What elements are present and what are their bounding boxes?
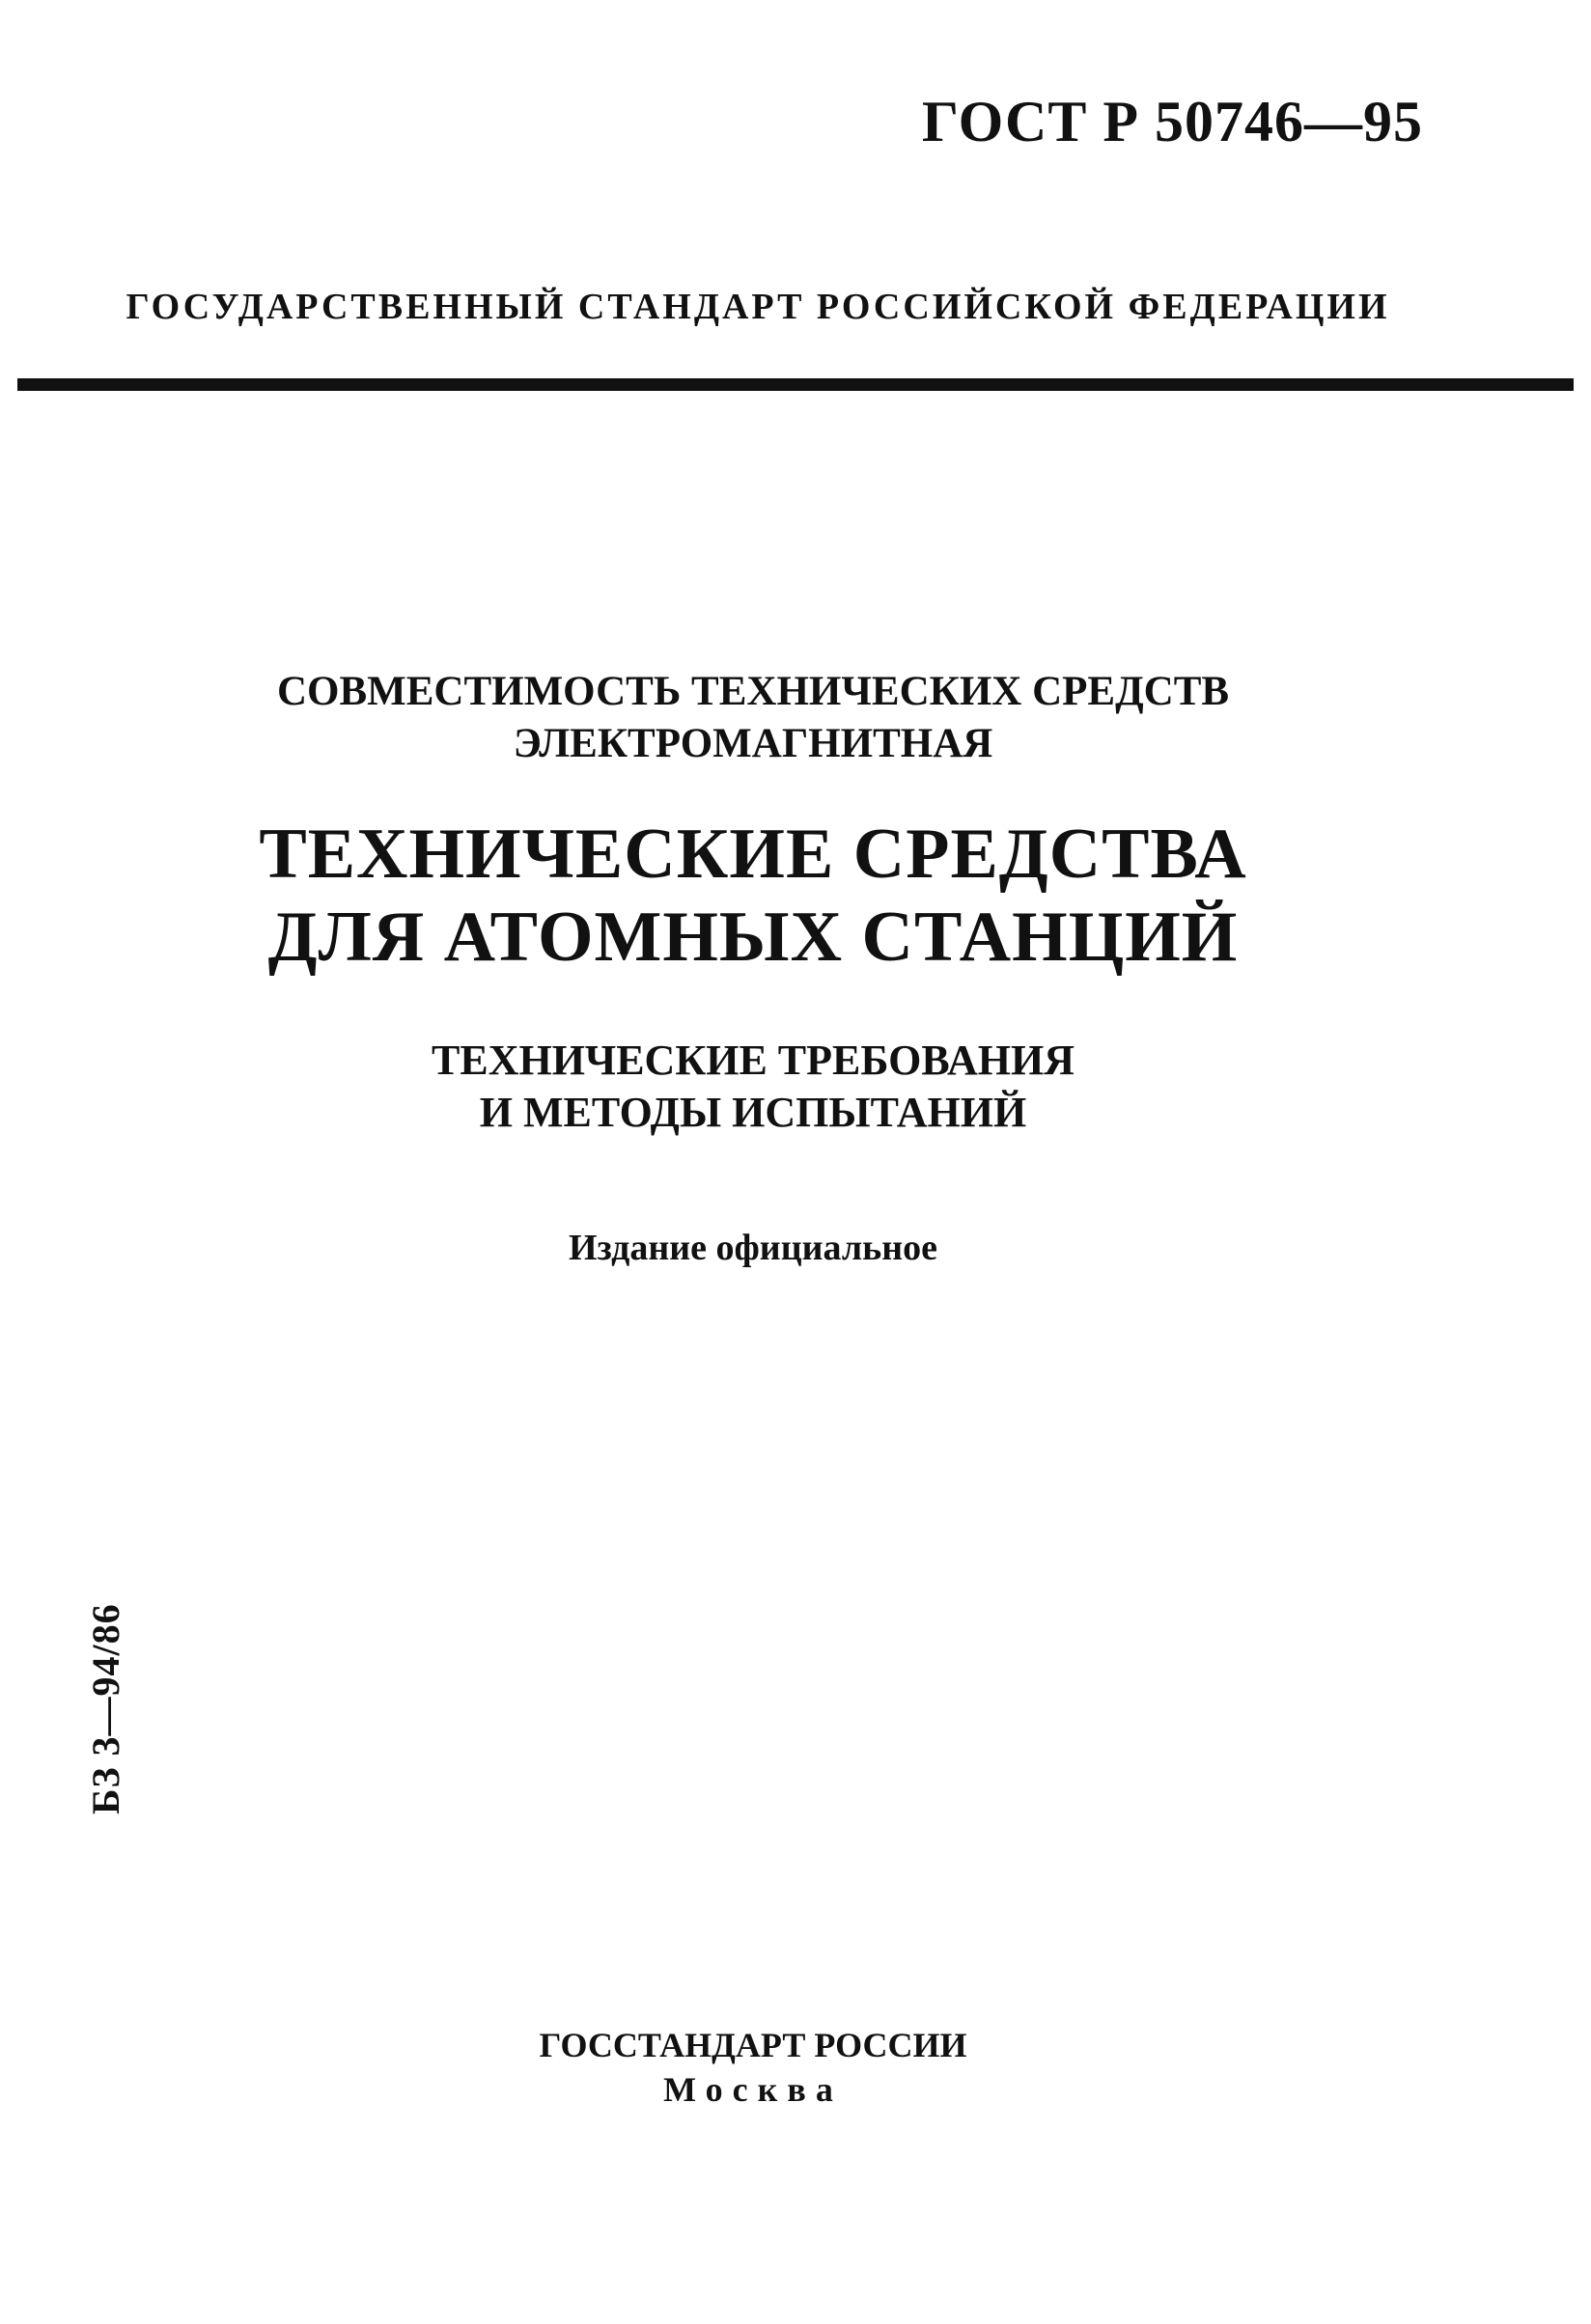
subject-line-2: ЭЛЕКТРОМАГНИТНАЯ [513,721,993,766]
requirements-line-2: И МЕТОДЫ ИСПЫТАНИЙ [479,1089,1027,1136]
publisher-city: Москва [663,2070,843,2109]
edition-label [0,1226,1506,1270]
publisher-block [0,2023,1506,2112]
requirements-line-1: ТЕХНИЧЕСКИЕ ТРЕБОВАНИЯ [432,1037,1075,1084]
gost-number: ГОСТ Р 50746—95 [921,90,1423,153]
subject-line-1: СОВМЕСТИМОСТЬ ТЕХНИЧЕСКИХ СРЕДСТВ [276,669,1230,714]
main-title [0,813,1506,979]
edition-text: Издание официальное [568,1228,937,1268]
main-title-line-2: ДЛЯ АТОМНЫХ СТАНЦИЙ [267,898,1239,977]
publisher-name: ГОССТАНДАРТ РОССИИ [539,2026,967,2064]
header-divider [17,378,1574,391]
requirements-title [0,1035,1506,1139]
main-title-line-1: ТЕХНИЧЕСКИЕ СРЕДСТВА [259,815,1247,894]
subject-title [0,666,1506,770]
side-code: БЗ 3—94/86 [84,1603,127,1814]
state-standard-heading: ГОСУДАРСТВЕННЫЙ СТАНДАРТ РОССИЙСКОЙ ФЕДЕРАЦИИ [126,287,1390,327]
